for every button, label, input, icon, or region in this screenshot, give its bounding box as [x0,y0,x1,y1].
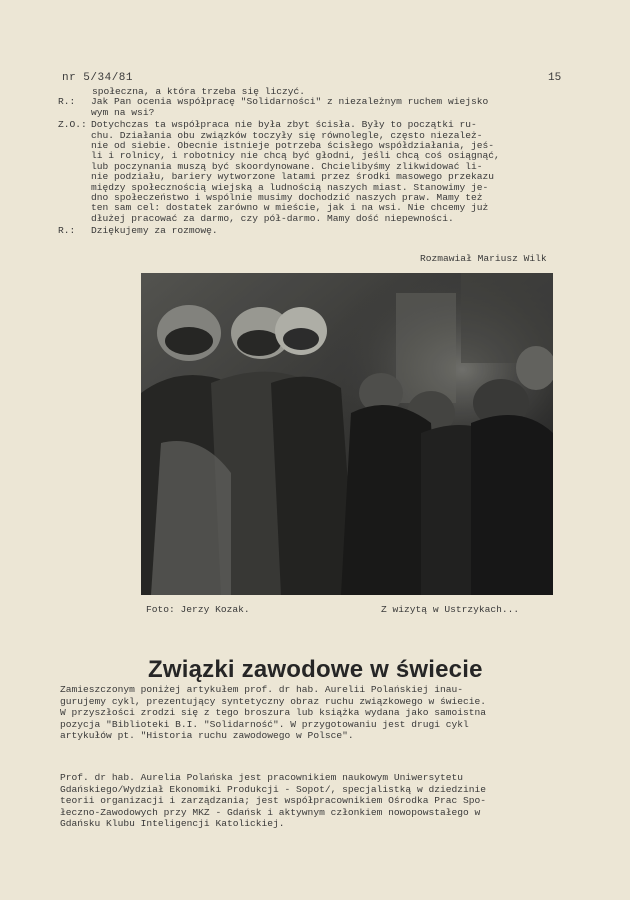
interview-line: lub poczynania muszą być skoordynowane. Chcielibyśmy zlikwidować li- [91,161,483,172]
author-paragraph: Prof. dr hab. Aurelia Polańska jest pracownikiem naukowym Uniwersytetu Gdańskiego/Wydział Ekonomiki Produkcji - Sopot/, specjalistką w dziedzinie teorii organizacji i zarządzania; jest współpracownikiem Ośrodka Prac Spo- łeczno-Zawodowych przy MKZ - Gdańsk i aktywnym członkiem nowopowstałego w Gdańsku Klubu Inteligencji Katolickiej. [60,772,487,830]
interview-line: Z.O.: Dotychczas ta współpraca nie była zbyt ścisła. Były to początki ru- [58,119,477,131]
interview-line: nie od siebie. Obecnie istnieje potrzeba ścisłego współdziałania, jeś- [91,141,495,152]
page-number: 15 [548,72,562,84]
interview-line: między społecznością wiejską a ludnością naszych miast. Stanowimy je- [91,182,489,193]
interview-line: dłużej pracować za darmo, czy pół-darmo. Mamy dość niepewności. [91,213,454,224]
interview-line: dno społeczeństwo i wspólnie musimy dochodzić naszych praw. Mamy też [91,193,483,204]
photo-caption: Z wizytą w Ustrzykach... [381,604,520,615]
issue-number: nr 5/34/81 [62,72,134,84]
speaker-label: R.: [58,96,76,108]
interview-line: li i rolnicy, i robotnicy nie chcą być głodni, jeśli chcą coś osiągnąć, [91,151,500,162]
intro-paragraph: Zamieszczonym poniżej artykułem prof. dr hab. Aurelii Polańskiej inau- gurujemy cykl, prezentujący syntetyczny obraz ruchu związkowego w świecie. W przyszłości zrodzi się z tego broszura lub książka wydana jako samoistna pozycja "Biblioteki B.I. "Solidarność". W przygotowaniu jest drugi cykl artykułów pt. "Historia ruchu zawodowego w Polsce". [60,684,487,742]
speaker-label: Z.O.: [58,119,87,131]
interview-line: społeczna, a która trzeba się liczyć. [92,87,306,97]
byline: Rozmawiał Mariusz Wilk [420,253,547,264]
interview-line: nie podziału, bariery wytworzone latami przez środki masowego przekazu [91,172,495,183]
interview-line: ten sam cel: dostatek zarówno w mieście, jak i na wsi. Nie chcemy już [91,203,489,214]
interview-line: R.: Jak Pan ocenia współpracę "Solidarności" z niezależnym ruchem wiejsko [58,96,489,108]
interview-line: chu. Działania obu związków toczyły się równolegle, często niezależ- [91,130,483,141]
photo-credit: Foto: Jerzy Kozak. [146,604,250,615]
article-title: Związki zawodowe w świecie [148,656,483,683]
interview-line: R.: Dziękujemy za rozmowę. [58,225,218,237]
photograph [141,273,553,595]
interview-line: wym na wsi? [91,107,155,118]
speaker-label: R.: [58,225,76,237]
interview-text [58,87,578,237]
